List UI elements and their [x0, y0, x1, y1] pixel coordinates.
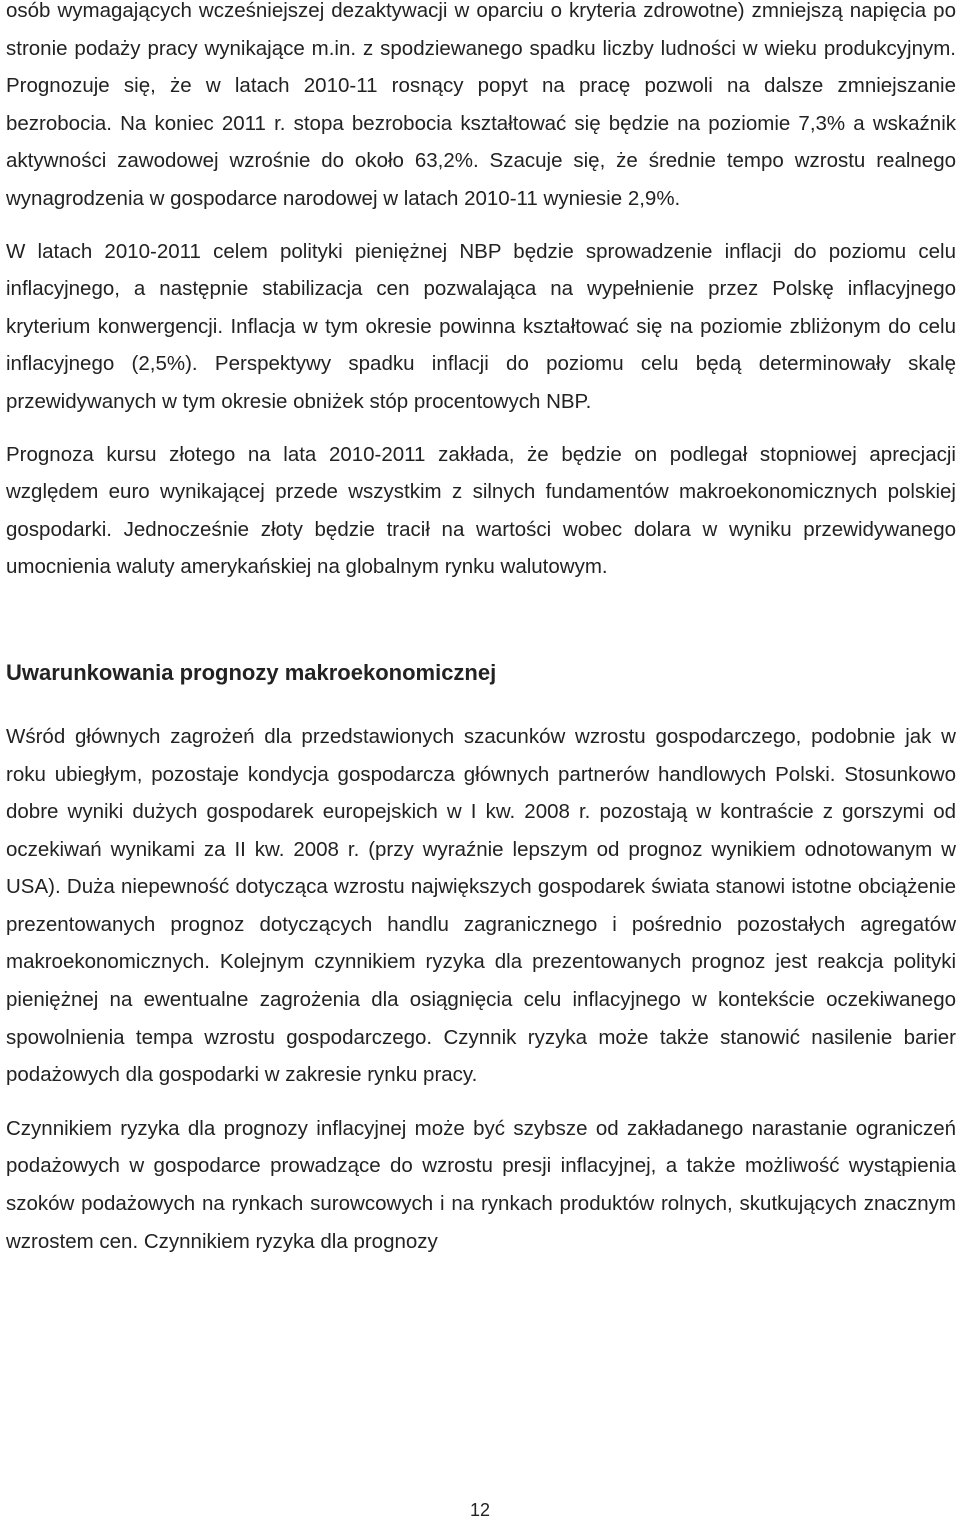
paragraph-exchange-rate: Prognoza kursu złotego na lata 2010-2011 zakłada, że będzie on podlegał stopniowej aprecjacji względem euro wynikającej przede wszystkim z silnych fundamentów makroekonomicznych polskiej gospodarki. Jednocześnie złoty będzie tracił na wartości wobec dolara w wyniku przewidywanego umocnienia waluty amerykańskiej na globalnym rynku walutowym.: [6, 442, 956, 579]
page-number: 12: [469, 1500, 491, 1520]
section-heading: Uwarunkowania prognozy makroekonomicznej: [6, 659, 497, 685]
paragraph-monetary-policy: W latach 2010-2011 celem polityki pieniężnej NBP będzie sprowadzenie inflacji do poziomu celu inflacyjnego, a następnie stabilizacja cen pozwalająca na wypełnienie przez Polskę inflacyjnego kryterium konwergencji. Inflacja w tym okresie powinna kształtować się na poziomie zbliżonym do celu inflacyjnego (2,5%). Perspektywy spadku inflacji do poziomu celu będą determinowały skalę przewidywanych w tym okresie obniżek stóp procentowych NBP.: [6, 239, 956, 413]
paragraph-inflation-risk: Czynnikiem ryzyka dla prognozy inflacyjnej może być szybsze od zakładanego narastanie ograniczeń podażowych w gospodarce prowadzące do wzrostu presji inflacyjnej, a także możliwość wystąpienia szoków podażowych na rynkach surowcowych i na rynkach produktów rolnych, skutkujących znacznym wzrostem cen. Czynnikiem ryzyka dla prognozy: [6, 1116, 956, 1253]
paragraph-risk-factors: Wśród głównych zagrożeń dla przedstawionych szacunków wzrostu gospodarczego, podobnie jak w roku ubiegłym, pozostaje kondycja gospodarcza głównych partnerów handlowych Polski. Stosunkowo dobre wyniki dużych gospodarek europejskich w I kw. 2008 r. pozostają w kontraście z gorszymi od oczekiwań wynikami za II kw. 2008 r. (przy wyraźnie lepszym od prognoz wynikiem odnotowanym w USA). Duża niepewność dotycząca wzrostu największych gospodarek świata stanowi istotne obciążenie prezentowanych prognoz dotyczących handlu zagranicznego i pośrednio pozostałych agregatów makroekonomicznych. Kolejnym czynnikiem ryzyka dla prezentowanych prognoz jest reakcja polityki pieniężnej na ewentualne zagrożenia dla osiągnięcia celu inflacyjnego w kontekście oczekiwanego spowolnienia tempa wzrostu gospodarczego. Czynnik ryzyka może także stanowić nasilenie barier podażowych dla gospodarki w zakresie rynku pracy.: [6, 724, 956, 1087]
document-page: [6, 0, 956, 1260]
paragraph-labor-market: osób wymagających wcześniejszej dezaktywacji w oparciu o kryteria zdrowotne) zmniejszą napięcia po stronie podaży pracy wynikające m.in. z spodziewanego spadku liczby ludności w wieku produkcyjnym. Prognozuje się, że w latach 2010-11 rosnący popyt na pracę pozwoli na dalsze zmniejszanie bezrobocia. Na koniec 2011 r. stopa bezrobocia kształtować się będzie na poziomie 7,3% a wskaźnik aktywności zawodowej wzrośnie do około 63,2%. Szacuje się, że średnie tempo wzrostu realnego wynagrodzenia w gospodarce narodowej w latach 2010-11 wyniesie 2,9%.: [6, 0, 956, 210]
